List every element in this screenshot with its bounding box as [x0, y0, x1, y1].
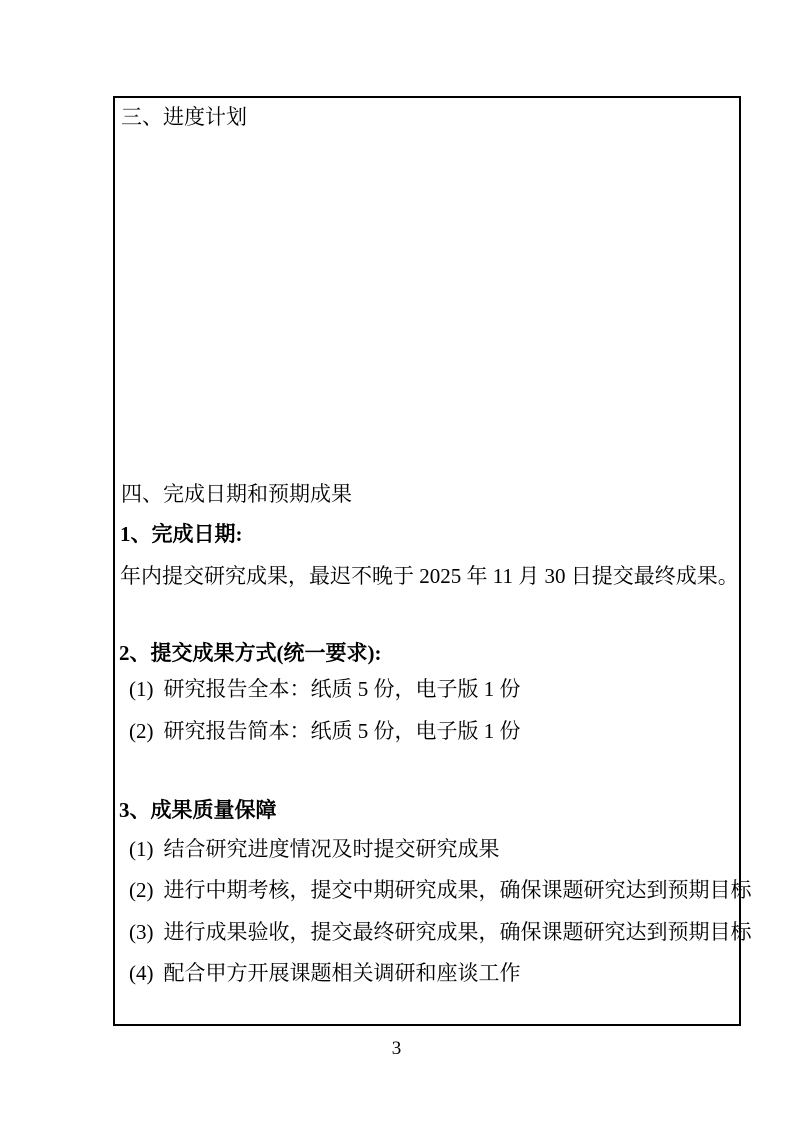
page-number: 3: [391, 1038, 402, 1059]
list-marker: (1): [129, 837, 154, 861]
list-marker: (2): [129, 719, 154, 743]
list-marker: (1): [129, 677, 154, 701]
section-3-title: 三、进度计划: [121, 105, 247, 129]
submission-item-2: [129, 718, 521, 744]
list-text: 进行中期考核，提交中期研究成果，确保课题研究达到预期目标: [163, 878, 752, 902]
submission-item-1: [129, 676, 521, 702]
quality-item-1: [129, 836, 500, 862]
list-text: 进行成果验收，提交最终研究成果，确保课题研究达到预期目标: [163, 920, 752, 944]
list-text: 研究报告简本：纸质 5 份，电子版 1 份: [163, 719, 521, 743]
list-marker: (4): [129, 961, 154, 985]
list-text: 研究报告全本：纸质 5 份，电子版 1 份: [163, 677, 521, 701]
list-marker: (2): [129, 878, 154, 902]
list-marker: (3): [129, 920, 154, 944]
submission-method-heading: 2、提交成果方式(统一要求):: [119, 641, 382, 665]
section-4-title: 四、完成日期和预期成果: [121, 482, 352, 506]
quality-item-3: [129, 919, 752, 945]
completion-date-body: 年内提交研究成果，最迟不晚于 2025 年 11 月 30 日提交最终成果。: [120, 564, 739, 588]
list-text: 结合研究进度情况及时提交研究成果: [163, 837, 500, 861]
list-text: 配合甲方开展课题相关调研和座谈工作: [163, 961, 521, 985]
quality-item-4: [129, 960, 521, 986]
quality-assurance-heading: 3、成果质量保障: [119, 798, 277, 822]
completion-date-heading: 1、完成日期:: [120, 522, 243, 546]
quality-item-2: [129, 877, 752, 903]
